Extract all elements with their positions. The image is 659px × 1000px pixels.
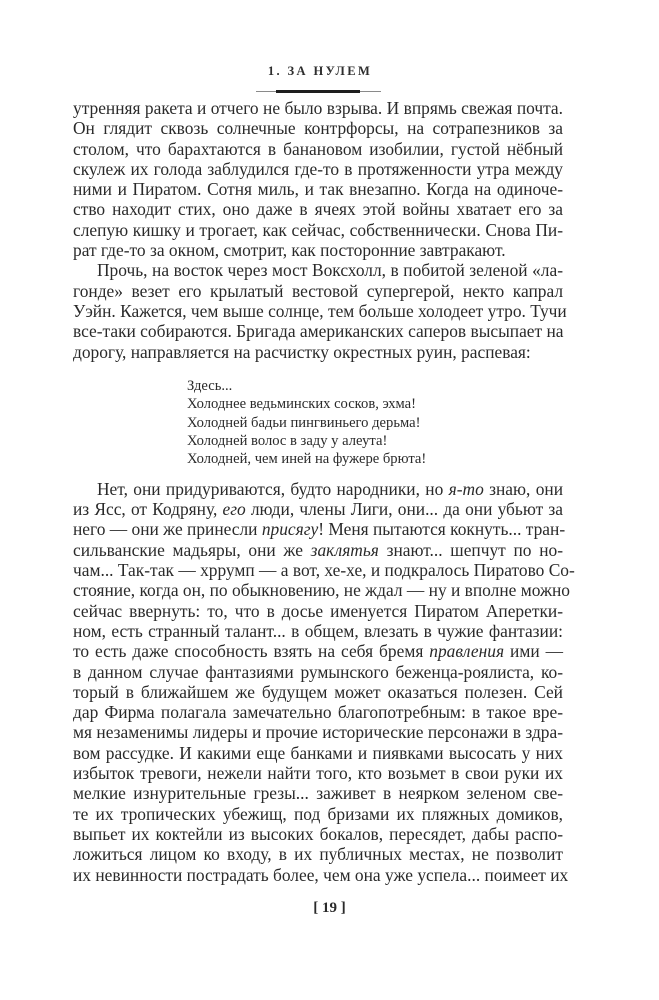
text-line: ними и Пиратом. Сотня миль, и так внезапно. Когда на одиноче- <box>73 179 563 200</box>
text-line: вом рассудке. И какими еще банками и пиявками высосать у них <box>73 742 563 763</box>
paragraph-1 <box>73 98 563 260</box>
paragraph-3 <box>73 478 575 885</box>
running-head-rule-accent <box>276 90 360 93</box>
text-line: гонде» везет его крылатый вестовой супергерой, некто капрал <box>73 280 563 301</box>
emphasis: его <box>222 499 246 520</box>
text-line: из Ясс, от Кодряну, его люди, члены Лиги, они... да они убьют за <box>73 499 563 520</box>
text-line: стояние, когда он, по обыкновению, не ждал — ну и вполне можно <box>73 580 570 601</box>
text-line: него — они же принесли присягу! Меня пытаются кокнуть... тран- <box>73 519 566 540</box>
text-line: дорогу, направляется на расчистку окрестных руин, распевая: <box>73 341 531 362</box>
emphasis: правления <box>429 641 505 662</box>
text-line: выпьет их коктейли из высоких бокалов, пересядет, дабы распо- <box>73 823 563 844</box>
text-line: те их тропических убежищ, под бризами их пляжных домиков, <box>73 803 563 824</box>
text-line: Он глядит сквозь солнечные контрфорсы, на сотрапезников за <box>73 118 563 139</box>
emphasis: присягу <box>261 519 319 540</box>
text-line: Уэйн. Кажется, чем выше солнце, тем больше холодеет утро. Тучи <box>73 300 567 321</box>
text-line: чам... Так-так — хррумп — а вот, хе-хе, и подкралось Пиратово Со- <box>73 560 575 581</box>
text-line: мелкие изнурительные грезы... заживет в неярком зеленом све- <box>73 783 563 804</box>
page-number: [ 19 ] <box>313 900 346 916</box>
text-line: Прочь, на восток через мост Воксхолл, в побитой зеленой «ла- <box>97 260 563 281</box>
verse-line: Холоднее ведьминских сосков, эхма! <box>187 396 416 413</box>
verse-block <box>187 377 563 469</box>
text-line: сейчас ввернуть: то, что в досье именуется Пиратом Аперетки- <box>73 600 563 621</box>
text-line: скулеж их голода заблудился где-то в протяженности утра между <box>73 158 563 179</box>
text-line: все-таки собираются. Бригада американских саперов высыпает на <box>73 321 564 342</box>
paragraph-2 <box>73 260 567 362</box>
text-line: слепую кишку и трогает, как сейчас, собственнически. Снова Пи- <box>73 219 563 240</box>
emphasis: заклятья <box>310 539 379 560</box>
text-line: дар Фирма полагала замечательно благопотребным: в такое вре- <box>73 702 563 723</box>
text-line: мя незаменимы лидеры и прочие исторические персонажи в здра- <box>73 722 563 743</box>
text-line: избыток тревоги, нежели найти того, кто возьмет в свои руки их <box>73 763 563 784</box>
verse-line: Холодней волос в заду у алеута! <box>187 433 388 450</box>
verse-line: Здесь... <box>187 377 233 394</box>
text-line: сильванские мадьяры, они же заклятья знают... шепчут по но- <box>73 539 564 560</box>
text-line: столом, что барахтаются в банановом изобилии, густой нёбный <box>73 138 563 159</box>
text-line: то есть даже способность взять на себя бремя правления ими — <box>73 641 563 662</box>
page-body <box>73 98 575 885</box>
text-line: в данном случае фантазиями румынского беженца-роялиста, ко- <box>73 661 563 682</box>
text-line: утренняя ракета и отчего не было взрыва. И впрямь свежая почта. <box>73 98 563 118</box>
verse-line: Холодней, чем иней на фужере брюта! <box>187 451 427 468</box>
text-line: ложиться лицом ко входу, в их публичных местах, не позволит <box>73 844 563 865</box>
verse-line: Холодней бадьи пингвиньего дерьма! <box>187 414 421 431</box>
emphasis: я-то <box>448 478 484 499</box>
text-line: Нет, они придуриваются, будто народники, но я-то знаю, они <box>97 478 564 499</box>
text-line: торый в ближайшем же будущем может оказаться полезен. Сей <box>73 681 563 702</box>
running-head: 1. ЗА НУЛЕМ <box>267 64 373 78</box>
text-line: их невинности пострадать более, чем она уже успела... поимеет их <box>73 864 569 885</box>
text-line: рат где-то за окном, смотрит, как посторонние завтракают. <box>73 240 506 261</box>
text-line: ном, есть странный талант... в общем, влезать в чужие фантазии: <box>73 620 563 641</box>
text-line: ство находит стих, оно даже в ячеях этой войны хватает его за <box>73 199 563 220</box>
